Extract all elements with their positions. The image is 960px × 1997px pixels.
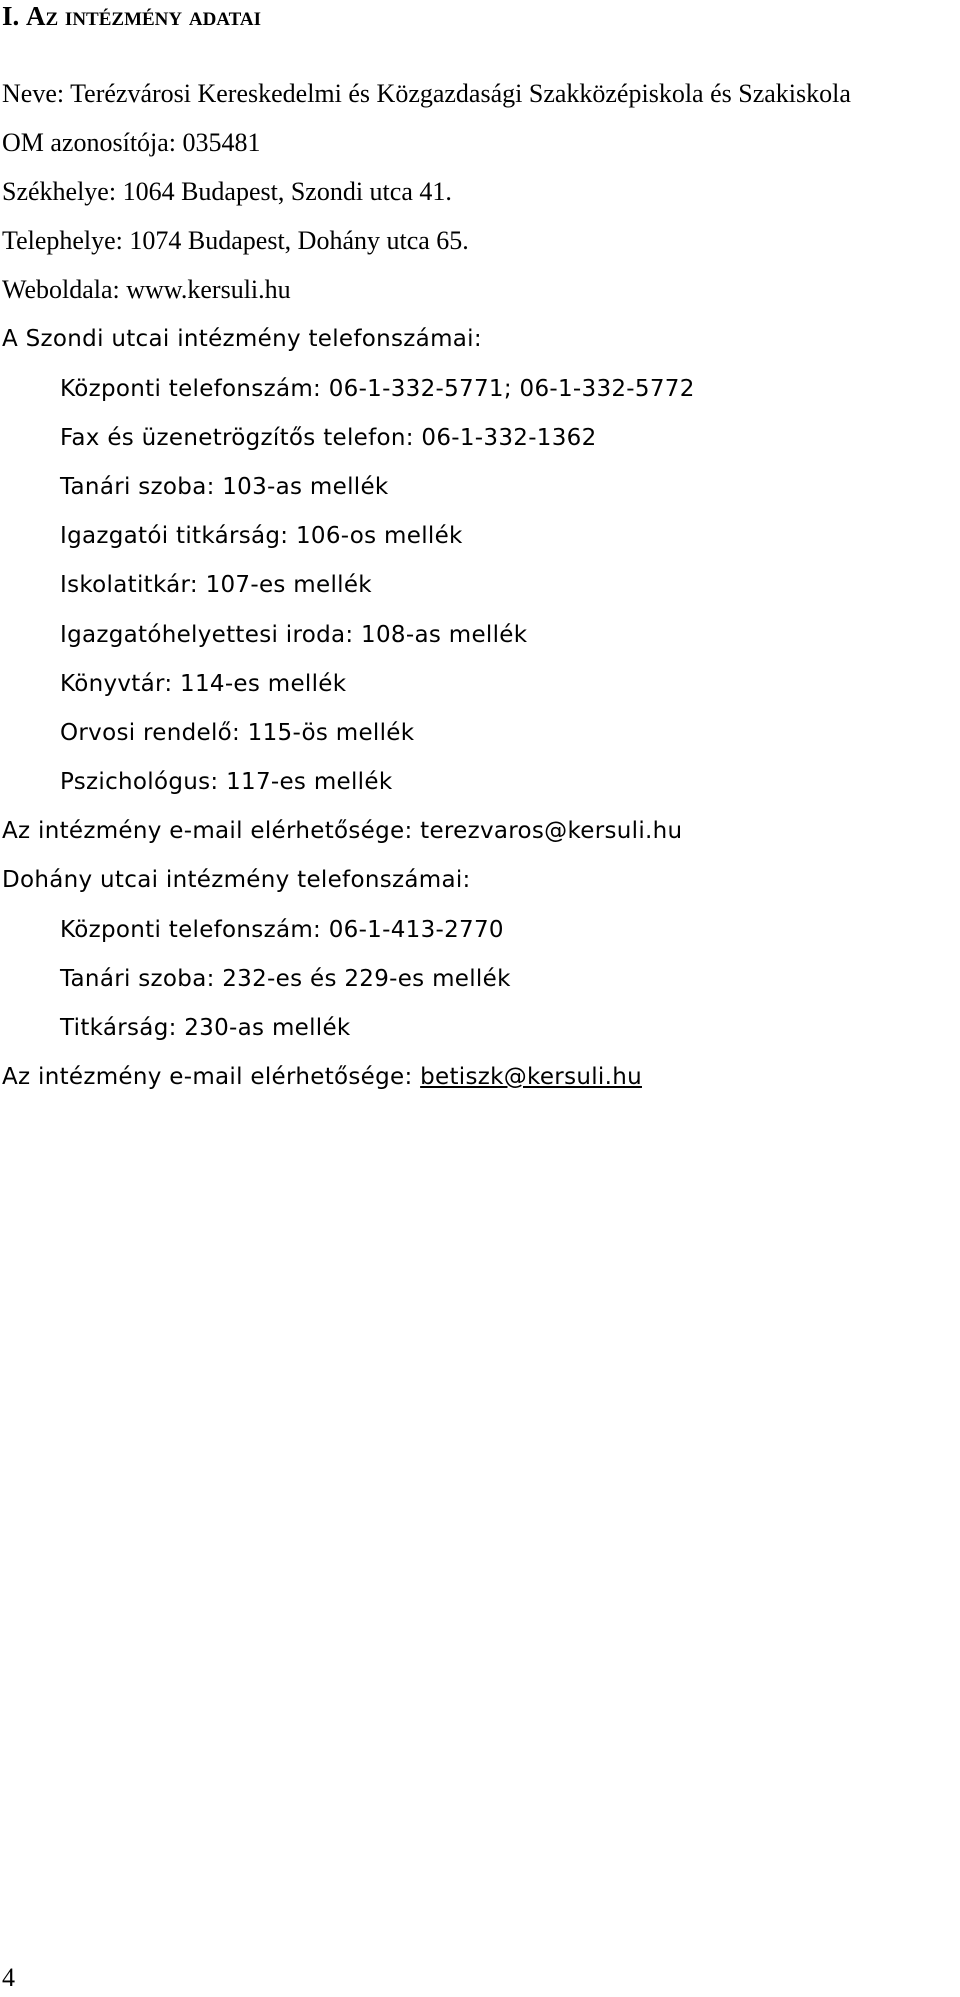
szondi-phone-item: Fax és üzenetrögzítős telefon: 06-1-332-1362 — [60, 425, 597, 451]
dohany-email — [2, 1061, 642, 1093]
site-address: Telephelye: 1074 Budapest, Dohány utca 65. — [2, 226, 469, 255]
section-title: Az intézmény adatai — [26, 1, 262, 31]
szondi-phone-item: Tanári szoba: 103-as mellék — [60, 474, 389, 500]
institution-name: Neve: Terézvárosi Kereskedelmi és Közgazdasági Szakközépiskola és Szakiskola — [2, 79, 851, 108]
dohany-email-link[interactable]: betiszk@kersuli.hu — [420, 1064, 642, 1090]
section-heading — [2, 0, 261, 32]
dohany-phone-item: Titkárság: 230-as mellék — [60, 1015, 351, 1041]
dohany-phone-item: Tanári szoba: 232-es és 229-es mellék — [60, 966, 511, 992]
seat-address: Székhelye: 1064 Budapest, Szondi utca 41. — [2, 177, 452, 206]
szondi-phone-item: Pszichológus: 117-es mellék — [60, 769, 393, 795]
page-number: 4 — [2, 1963, 15, 1992]
dohany-phone-item: Központi telefonszám: 06-1-413-2770 — [60, 917, 504, 943]
szondi-phone-item: Igazgatóhelyettesi iroda: 108-as mellék — [60, 622, 528, 648]
dohany-email-label: Az intézmény e-mail elérhetősége: — [2, 1064, 421, 1090]
szondi-phone-item: Iskolatitkár: 107-es mellék — [60, 572, 372, 598]
szondi-phone-item: Könyvtár: 114-es mellék — [60, 671, 347, 697]
szondi-phone-item: Központi telefonszám: 06-1-332-5771; 06-1-332-5772 — [60, 376, 695, 402]
website: Weboldala: www.kersuli.hu — [2, 275, 291, 304]
section-number: I. — [2, 1, 20, 31]
szondi-phones-title: A Szondi utcai intézmény telefonszámai: — [2, 326, 482, 352]
szondi-email: Az intézmény e-mail elérhetősége: terezvaros@kersuli.hu — [2, 818, 683, 844]
szondi-phone-item: Orvosi rendelő: 115-ös mellék — [60, 720, 415, 746]
om-id: OM azonosítója: 035481 — [2, 128, 261, 157]
szondi-phone-item: Igazgatói titkárság: 106-os mellék — [60, 523, 463, 549]
dohany-phones-title: Dohány utcai intézmény telefonszámai: — [2, 867, 471, 893]
